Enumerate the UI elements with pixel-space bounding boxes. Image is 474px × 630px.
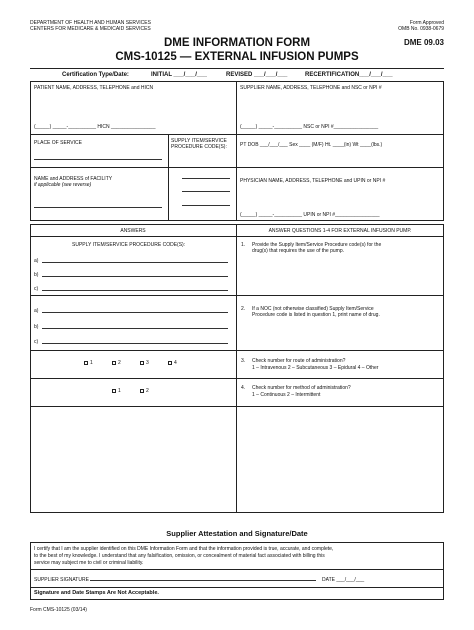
place-of-service-field[interactable] bbox=[34, 159, 162, 160]
place-of-service-label: PLACE OF SERVICE bbox=[34, 140, 82, 146]
supplier-phone-nsc[interactable]: (_____) _____-__________ NSC or NPI #________________ bbox=[240, 124, 379, 130]
checkbox-icon bbox=[140, 361, 144, 365]
revised-date[interactable]: REVISED ___/___/___ bbox=[226, 72, 288, 78]
physician-phone-upin[interactable]: (_____) _____-__________ UPIN or NPI #________________ bbox=[240, 212, 380, 218]
omb-number: OMB No. 0938-0679 bbox=[398, 26, 444, 32]
q3-number: 3. bbox=[241, 358, 246, 364]
q2-number: 2. bbox=[241, 306, 246, 312]
q1-number: 1. bbox=[241, 242, 246, 248]
supply-item-label-2: PROCEDURE CODE(S): bbox=[171, 144, 227, 150]
attestation-text-1: I certify that I am the supplier identified on this DME Information Form and that the information provided is true, accurate, and complete, bbox=[34, 546, 334, 552]
dept-line-1: DEPARTMENT OF HEALTH AND HUMAN SERVICES bbox=[30, 20, 151, 26]
code-a2-label: a) bbox=[34, 308, 39, 314]
q2-text-1: If a NOC (not otherwise classified) Supply Item/Service bbox=[252, 306, 374, 312]
physician-label: PHYSICIAN NAME, ADDRESS, TELEPHONE and UPIN or NPI # bbox=[240, 178, 386, 184]
q2-drug-a-field[interactable] bbox=[42, 312, 228, 313]
q3-text-2: 1 – Intravenous 2 – Subcutaneous 3 – Epidural 4 – Other bbox=[252, 365, 379, 371]
code-c2-label: c) bbox=[34, 339, 39, 345]
facility-label: NAME and ADDRESS of FACILITY bbox=[34, 176, 113, 182]
code-a-label: a) bbox=[34, 258, 39, 264]
recertification-date[interactable]: RECERTIFICATION___/___/___ bbox=[305, 72, 393, 78]
attestation-text-2: to the best of my knowledge. I understand that any falsification, omission, or concealment of material fact associated with billing this bbox=[34, 553, 325, 559]
supply-item-label-1: SUPPLY ITEM/SERVICE bbox=[171, 138, 227, 144]
q4-option-2[interactable]: 2 bbox=[140, 388, 149, 394]
checkbox-icon bbox=[140, 389, 144, 393]
supplier-signature-field[interactable] bbox=[90, 580, 316, 581]
checkbox-icon bbox=[112, 361, 116, 365]
q2-text-2: Procedure code is listed in question 1, print name of drug. bbox=[252, 312, 380, 318]
procedure-codes-label: SUPPLY ITEM/SERVICE PROCEDURE CODE(S): bbox=[72, 242, 186, 248]
form-title: DME INFORMATION FORM bbox=[163, 37, 311, 49]
q4-text-2: 1 – Continuous 2 – Intermittent bbox=[252, 392, 321, 398]
q1-code-b-field[interactable] bbox=[42, 276, 228, 277]
section-a bbox=[30, 81, 444, 221]
form-approved: Form Approved bbox=[409, 20, 444, 26]
q1-text-2: drug(s) that requires the use of the pump. bbox=[252, 248, 344, 254]
q4-option-1[interactable]: 1 bbox=[112, 388, 121, 394]
form-subtitle: CMS-10125 — EXTERNAL INFUSION PUMPS bbox=[115, 51, 359, 63]
q1-code-a-field[interactable] bbox=[42, 262, 228, 263]
attestation-heading: Supplier Attestation and Signature/Date bbox=[166, 529, 308, 538]
answer-questions-header: ANSWER QUESTIONS 1-4 FOR EXTERNAL INFUSION PUMP. bbox=[268, 228, 412, 234]
initial-date[interactable]: INITIAL ___/___/___ bbox=[151, 72, 207, 78]
q2-drug-b-field[interactable] bbox=[42, 328, 228, 329]
facility-sub-label: if applicable (see reverse) bbox=[34, 182, 92, 188]
facility-field[interactable] bbox=[34, 207, 162, 208]
supplier-signature-label: SUPPLIER SIGNATURE bbox=[34, 577, 89, 583]
attestation-text-3: service may subject me to civil or criminal liability. bbox=[34, 560, 144, 566]
code-b2-label: b) bbox=[34, 324, 39, 330]
answers-header: ANSWERS bbox=[120, 228, 146, 234]
q3-option-1[interactable]: 1 bbox=[84, 360, 93, 366]
code-b-label: b) bbox=[34, 272, 39, 278]
supplier-label: SUPPLIER NAME, ADDRESS, TELEPHONE and NSC or NPI # bbox=[240, 85, 382, 91]
form-number: Form CMS-10125 (03/14) bbox=[30, 607, 87, 613]
procedure-code-field-2[interactable] bbox=[182, 191, 230, 192]
q3-option-2[interactable]: 2 bbox=[112, 360, 121, 366]
checkbox-icon bbox=[168, 361, 172, 365]
checkbox-icon bbox=[84, 361, 88, 365]
q2-drug-c-field[interactable] bbox=[42, 343, 228, 344]
procedure-code-field-1[interactable] bbox=[182, 178, 230, 179]
stamps-note: Signature and Date Stamps Are Not Acceptable. bbox=[34, 590, 159, 596]
q4-text-1: Check number for method of administration? bbox=[252, 385, 351, 391]
patient-label: PATIENT NAME, ADDRESS, TELEPHONE and HICN bbox=[34, 85, 154, 91]
patient-dob-sex-ht-wt[interactable]: PT DOB ___/___/___ Sex ____ (M/F) Ht. ____(in) Wt ____(lbs.) bbox=[240, 142, 383, 148]
q3-option-4[interactable]: 4 bbox=[168, 360, 177, 366]
q1-code-c-field[interactable] bbox=[42, 290, 228, 291]
signature-date-field[interactable]: DATE ___/___/___ bbox=[322, 577, 365, 583]
q1-text-1: Provide the Supply Item/Service Procedure code(s) for the bbox=[252, 242, 382, 248]
section-b bbox=[30, 224, 444, 513]
dept-line-2: CENTERS FOR MEDICARE & MEDICAID SERVICES bbox=[30, 26, 151, 32]
form-id: DME 09.03 bbox=[403, 38, 444, 47]
procedure-code-field-3[interactable] bbox=[182, 205, 230, 206]
q4-number: 4. bbox=[241, 385, 246, 391]
checkbox-icon bbox=[112, 389, 116, 393]
certification-label: Certification Type/Date: bbox=[62, 72, 129, 78]
q3-text-1: Check number for route of administration? bbox=[252, 358, 346, 364]
q3-option-3[interactable]: 3 bbox=[140, 360, 149, 366]
patient-phone-hicn[interactable]: (_____) _____-__________ HICN ________________ bbox=[34, 124, 156, 130]
code-c-label: c) bbox=[34, 286, 39, 292]
